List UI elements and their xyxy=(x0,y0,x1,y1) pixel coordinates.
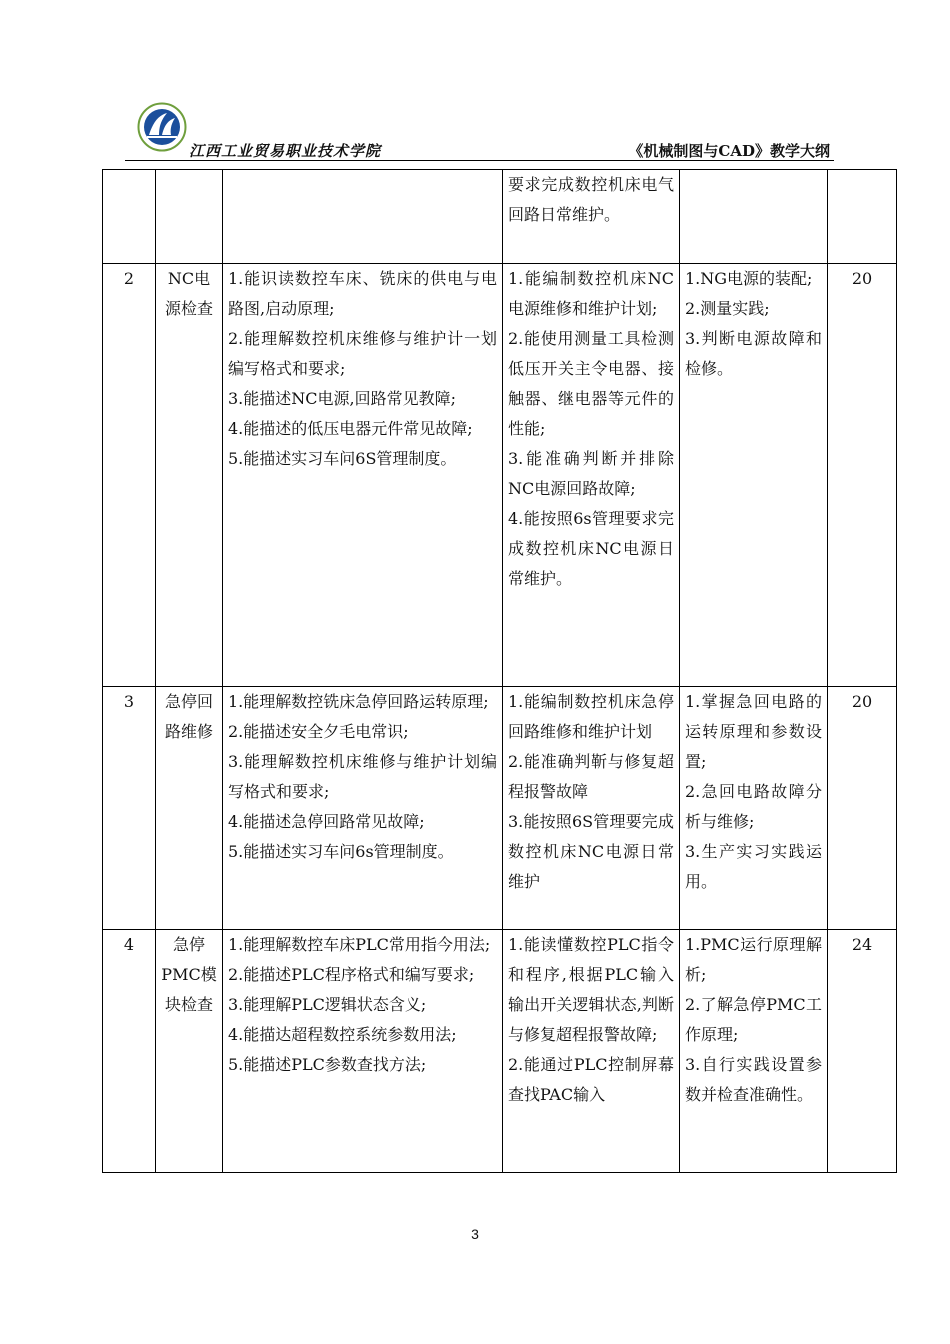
knowledge-cell xyxy=(223,170,503,264)
skills-cell xyxy=(503,687,680,930)
practice-item: 2.急回电路故障分析与维修; xyxy=(685,782,822,831)
skill-item: 1.能编制数控机床急停回路维修和维护计划 xyxy=(508,692,674,741)
practice-item: 1.掌握急回电路的运转原理和参数设置; xyxy=(685,692,822,771)
syllabus-table xyxy=(102,169,897,1173)
table-row-4 xyxy=(103,930,897,1173)
knowledge-item: 1.能理解数控车床PLC常用指今用法; xyxy=(228,935,491,954)
practice-item: 3.自行实践设置参数并检查准确性。 xyxy=(685,1055,822,1104)
knowledge-item: 4.能描述的低压电器元件常见故障; xyxy=(228,419,473,438)
practice-item: 2.测量实践; xyxy=(685,299,770,318)
knowledge-item: 5.能描述实习车问6s管理制度。 xyxy=(228,842,454,861)
hours-cell xyxy=(828,170,897,264)
knowledge-item: 3.能描述NC电源,回路常见教障; xyxy=(228,389,456,408)
module-name: NC电源检查 xyxy=(156,264,223,687)
practice-item: 3.生产实习实践运用。 xyxy=(685,842,822,891)
skill-item: 2.能准确判靳与修复超程报警故障 xyxy=(508,752,674,801)
module-name-cell xyxy=(156,170,223,264)
practice-cell xyxy=(680,930,828,1173)
skill-item: 3.能按照6S管理要完成数控机床NC电源日常维护 xyxy=(508,812,674,891)
hours: 24 xyxy=(828,930,897,1173)
knowledge-item: 2.能理解数控机床维修与维护计一划编写格式和要求; xyxy=(228,329,497,378)
knowledge-item: 2.能描述PLC程序格式和编写要求; xyxy=(228,965,475,984)
practice-item: 1.NG电源的装配; xyxy=(685,269,813,288)
practice-cell xyxy=(680,687,828,930)
module-name: 急停回路维修 xyxy=(156,687,223,930)
row-number: 4 xyxy=(103,930,156,1173)
hours: 20 xyxy=(828,264,897,687)
row-number: 3 xyxy=(103,687,156,930)
practice-item: 1.PMC运行原理解析; xyxy=(685,935,822,984)
knowledge-item: 3.能理解PLC逻辑状态含义; xyxy=(228,995,427,1014)
knowledge-cell xyxy=(223,687,503,930)
header-rule xyxy=(125,160,834,161)
table-row-continued xyxy=(103,170,897,264)
knowledge-item: 5.能描述实习车问6S管理制度。 xyxy=(228,449,457,468)
knowledge-item: 1.能理解数控铣床急停回路运转原理; xyxy=(228,692,489,711)
knowledge-item: 3.能理解数控机床维修与维护计划编写格式和要求; xyxy=(228,752,497,801)
page-number: 3 xyxy=(471,1226,479,1242)
skill-item: 2.能使用测量工具检测低压开关主令电器、接触器、继电器等元件的性能; xyxy=(508,329,674,438)
skill-item: 4.能按照6s管理要求完成数控机床NC电源日常维护。 xyxy=(508,509,674,588)
skills-cell xyxy=(503,930,680,1173)
hours: 20 xyxy=(828,687,897,930)
skill-item: 1.能读懂数控PLC指令和程序,根据PLC输入输出开关逻辑状态,判断与修复超程报警故障; xyxy=(508,935,674,1044)
row-number: 2 xyxy=(103,264,156,687)
school-name: 江西工业贸易职业技术学院 xyxy=(189,144,382,160)
knowledge-item: 2.能描述安全夕毛电常识; xyxy=(228,722,409,741)
document-title: 《机械制图与CAD》教学大纲 xyxy=(628,142,830,160)
knowledge-item: 4.能描达超程数控系统参数用法; xyxy=(228,1025,457,1044)
knowledge-item: 5.能描述PLC参数查找方法; xyxy=(228,1055,427,1074)
school-logo-icon xyxy=(137,102,187,152)
skill-item: 3.能准确判断并排除NC电源回路故障; xyxy=(508,449,674,498)
module-name: 急停PMC模块检查 xyxy=(156,930,223,1173)
knowledge-item: 1.能识读数控车床、铣床的供电与电路图,启动原理; xyxy=(228,269,497,318)
skills-cell xyxy=(503,170,680,264)
knowledge-item: 4.能描述急停回路常见故障; xyxy=(228,812,425,831)
practice-item: 2.了解急停PMC工作原理; xyxy=(685,995,822,1044)
practice-cell xyxy=(680,264,828,687)
knowledge-cell xyxy=(223,264,503,687)
knowledge-cell xyxy=(223,930,503,1173)
page-header xyxy=(125,100,834,162)
skill-item: 1.能编制数控机床NC电源维修和维护计划; xyxy=(508,269,674,318)
row-number-cell xyxy=(103,170,156,264)
table-row-3 xyxy=(103,687,897,930)
skill-item: 要求完成数控机床电气回路日常维护。 xyxy=(508,175,674,224)
practice-cell xyxy=(680,170,828,264)
skill-item: 2.能通过PLC控制屏幕查找PAC输入 xyxy=(508,1055,674,1104)
table-row-2 xyxy=(103,264,897,687)
practice-item: 3.判断电源故障和检修。 xyxy=(685,329,822,378)
skills-cell xyxy=(503,264,680,687)
